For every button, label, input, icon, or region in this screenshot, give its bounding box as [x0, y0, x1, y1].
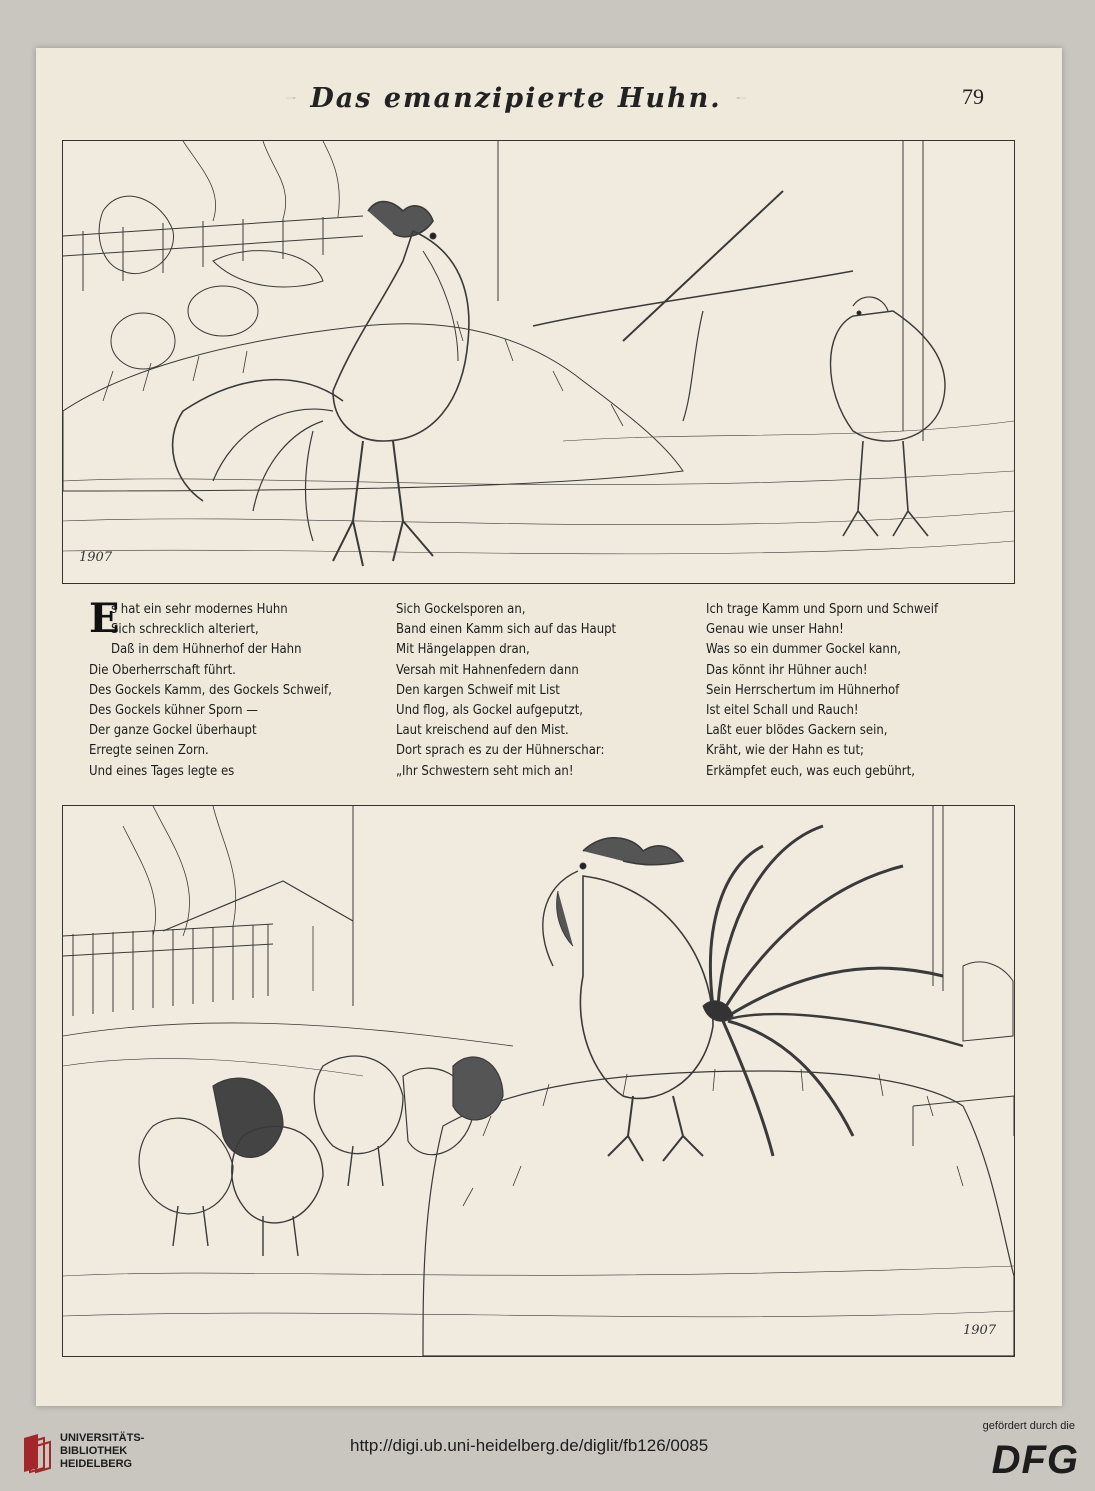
poem-line: Versah mit Hahnenfedern dann	[396, 662, 579, 678]
left-ornament-icon	[286, 91, 296, 105]
poem-line: Sich schrecklich alteriert,	[111, 622, 259, 638]
poem-line: Mit Hängelappen dran,	[396, 642, 530, 658]
dfg-logo: DFG	[991, 1438, 1079, 1482]
page-header	[36, 78, 1062, 118]
poem-line: s hat ein sehr modernes Huhn	[111, 602, 288, 617]
poem-line: Was so ein dummer Gockel kann,	[706, 642, 901, 658]
poem-line: Den kargen Schweif mit List	[396, 682, 560, 698]
poem-line: Sich Gockelsporen an,	[396, 602, 526, 617]
poem-column-3	[706, 600, 1006, 782]
poem-line: Dort sprach es zu der Hühnerschar:	[396, 743, 605, 759]
poem-column-1	[89, 595, 379, 782]
poem-line: Daß in dem Hühnerhof der Hahn	[111, 642, 302, 658]
page-number: 79	[962, 84, 984, 109]
page-title: Das emanzipierte Huhn.	[310, 82, 722, 114]
poem-line: Die Oberherrschaft führt.	[89, 662, 236, 678]
drop-cap: E	[89, 595, 120, 642]
poem-line: Band einen Kamm sich auf das Haupt	[396, 622, 617, 638]
funded-by-label: gefördert durch die	[982, 1420, 1075, 1432]
library-name-line: HEIDELBERG	[60, 1458, 133, 1470]
poem-line: Des Gockels Kamm, des Gockels Schweif,	[89, 682, 332, 698]
poem-line: Kräht, wie der Hahn es tut;	[706, 743, 864, 759]
bottom-illustration-drawing	[63, 806, 1014, 1356]
top-signature: 1907	[79, 550, 113, 565]
bottom-signature: 1907	[963, 1323, 997, 1338]
right-ornament-icon	[736, 91, 746, 105]
poem-line: Ich trage Kamm und Sporn und Schweif	[706, 602, 939, 617]
university-library-logo-icon	[22, 1432, 52, 1474]
poem-column-2	[396, 600, 686, 782]
bottom-illustration	[62, 805, 1015, 1357]
poem-line: „Ihr Schwestern seht mich an!	[396, 763, 574, 779]
poem-line: Und flog, als Gockel aufgeputzt,	[396, 703, 584, 719]
top-illustration	[62, 140, 1015, 584]
poem-line: Genau wie unser Hahn!	[706, 622, 844, 638]
poem-line: Sein Herrschertum im Hühnerhof	[706, 682, 900, 698]
library-name-line: UNIVERSITÄTS-	[60, 1432, 145, 1444]
document-page	[36, 48, 1062, 1406]
poem-line: Ist eitel Schall und Rauch!	[706, 703, 859, 719]
poem-text	[62, 595, 1013, 790]
poem-line: Laßt euer blödes Gackern sein,	[706, 723, 888, 739]
source-url-link[interactable]: http://digi.ub.uni-heidelberg.de/diglit/fb126/0085	[350, 1436, 709, 1455]
library-name-line: BIBLIOTHEK	[60, 1445, 128, 1457]
title-block	[286, 78, 746, 118]
poem-line: Der ganze Gockel überhaupt	[89, 723, 257, 739]
poem-line: Erregte seinen Zorn.	[89, 743, 209, 759]
poem-line: Und eines Tages legte es	[89, 763, 235, 779]
library-name	[60, 1432, 144, 1471]
poem-line: Laut kreischend auf den Mist.	[396, 723, 569, 739]
top-illustration-drawing	[63, 141, 1014, 583]
poem-line: Das könnt ihr Hühner auch!	[706, 662, 868, 678]
footer-bar	[0, 1412, 1095, 1491]
poem-line: Erkämpfet euch, was euch gebührt,	[706, 763, 915, 779]
poem-line: Des Gockels kühner Sporn —	[89, 703, 258, 719]
